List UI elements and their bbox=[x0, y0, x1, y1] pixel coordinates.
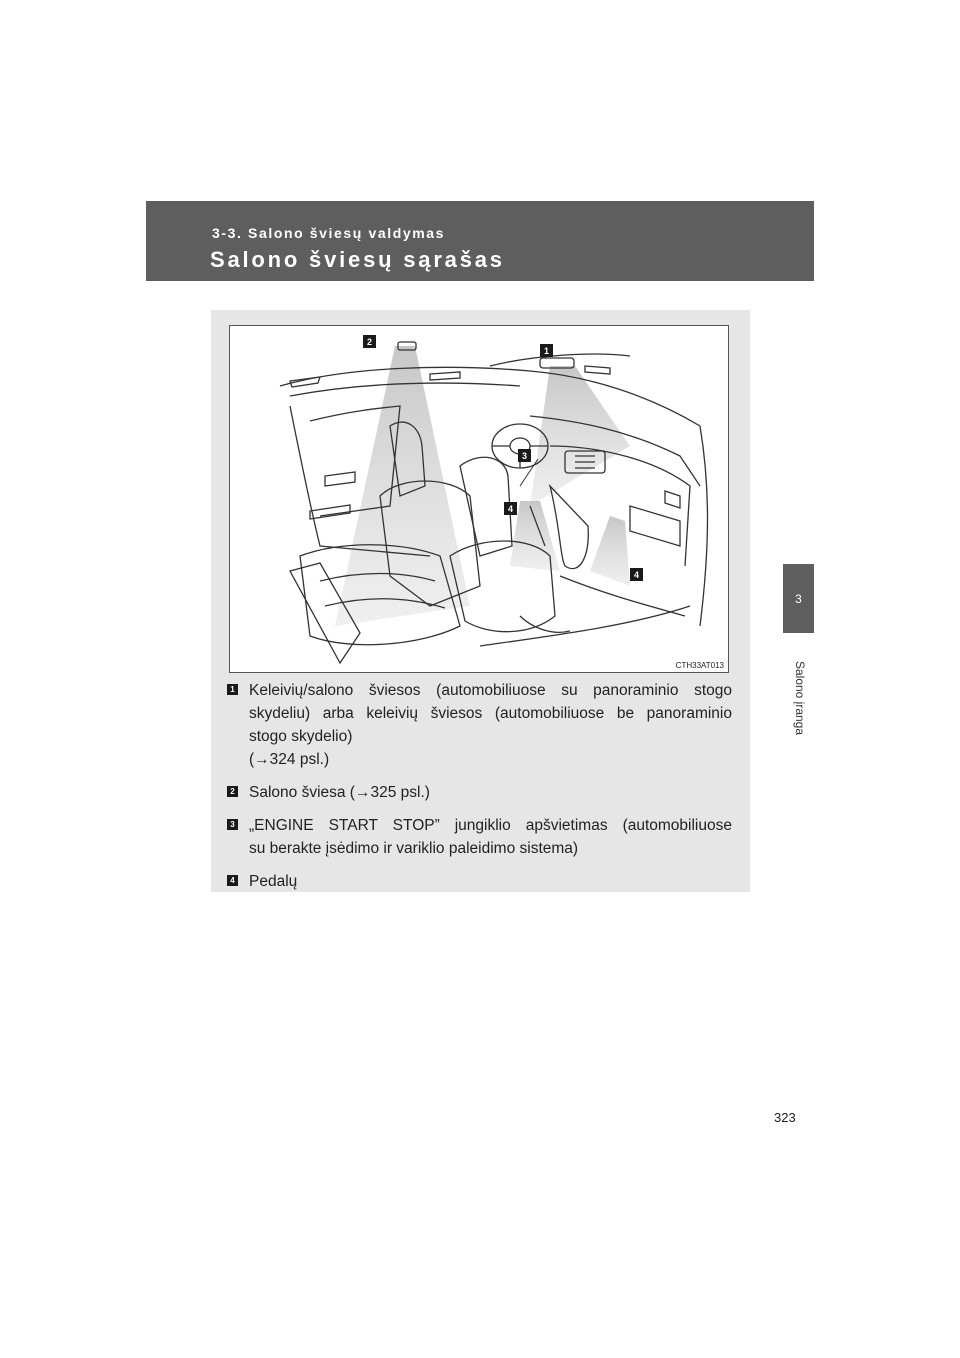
callout-1: 1 bbox=[540, 344, 553, 357]
item-text: „ENGINE START STOP” jungiklio apšvietimas (automobiliuose su berakte įsėdimo ir variklio paleidimo sistema) bbox=[249, 817, 732, 857]
chapter-tab-label: Salono įranga bbox=[793, 660, 807, 736]
callout-4-pedal-right: 4 bbox=[630, 568, 643, 581]
list-item bbox=[227, 814, 732, 860]
item-marker: 2 bbox=[227, 786, 238, 797]
figure-code: CTH33AT013 bbox=[675, 661, 724, 670]
callout-2: 2 bbox=[363, 335, 376, 348]
callout-3: 3 bbox=[518, 449, 531, 462]
item-text: Pedalų bbox=[249, 873, 298, 890]
car-interior-drawing bbox=[230, 326, 729, 673]
car-interior-illustration bbox=[229, 325, 729, 673]
item-marker: 4 bbox=[227, 875, 238, 886]
chapter-tab: 3 bbox=[783, 564, 814, 633]
section-label: 3-3. Salono šviesų valdymas bbox=[212, 225, 446, 241]
item-text: Salono šviesa (→325 psl.) bbox=[249, 784, 430, 801]
callout-4-pedal-left: 4 bbox=[504, 502, 517, 515]
page-number: 323 bbox=[774, 1110, 796, 1125]
light-beam-2 bbox=[335, 346, 470, 626]
item-marker: 3 bbox=[227, 819, 238, 830]
item-marker: 1 bbox=[227, 684, 238, 695]
light-beam-4a bbox=[510, 501, 560, 571]
list-item bbox=[227, 870, 732, 893]
list-item bbox=[227, 679, 732, 771]
light-beam-4b bbox=[590, 516, 630, 586]
page-title: Salono šviesų sąrašas bbox=[210, 247, 505, 272]
item-text: Keleivių/salono šviesos (automobiliuose su panoraminio stogo skydeliu) arba keleivių šviesos (automobiliuose be panoraminio stogo skydelio) (→324 psl.) bbox=[249, 682, 732, 768]
chapter-header bbox=[146, 201, 814, 281]
list-item bbox=[227, 781, 732, 804]
content-box bbox=[211, 310, 750, 892]
